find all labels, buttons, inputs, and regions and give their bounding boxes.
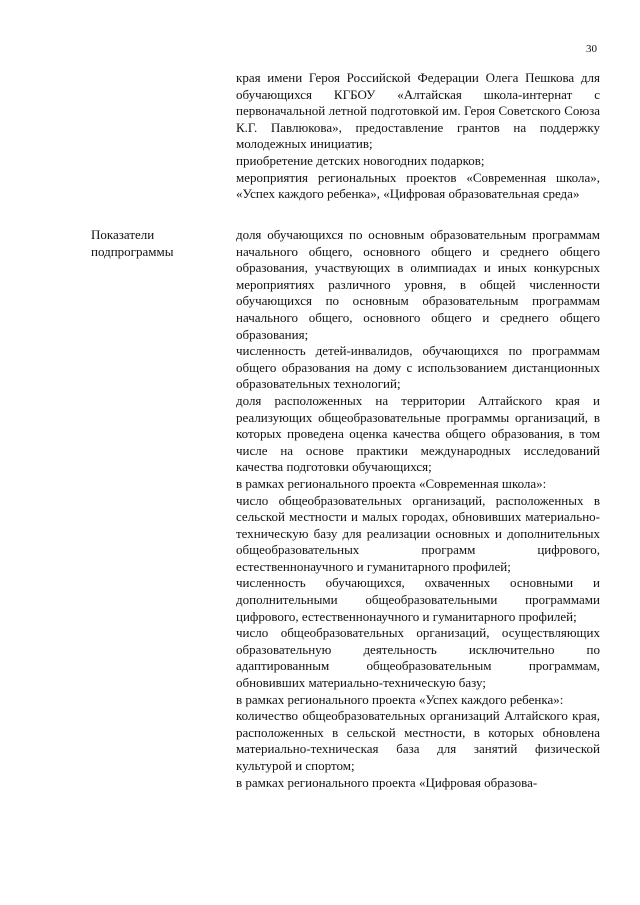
intro-paragraph: приобретение детских новогодних подарков; (236, 152, 485, 168)
intro-paragraph: мероприятия региональных проектов «Современная школа», «Успех каждого ребенка», «Цифровая образовательная среда» (236, 169, 600, 202)
indicator-paragraph: доля обучающихся по основным образовательным программам начального общего, основного общего и среднего общего образования, участвующих в олимпиадах и иных конкурсных мероприятиях различного уровня, в общей численности обучающихся по основным образовательным программам начального общего, основного общего и среднего общего образования; (236, 227, 600, 342)
indicator-paragraph: в рамках регионального проекта «Современная школа»: (236, 475, 547, 491)
intro-paragraph: края имени Героя Российской Федерации Олега Пешкова для обучающихся КГБОУ «Алтайская школа-интернат с первоначальной летной подготовкой им. Героя Советского Союза К.Г. Павлюкова», предоставление грантов на поддержку молодежных инициатив; (236, 70, 600, 152)
indicator-paragraph: в рамках регионального проекта «Цифровая образова- (236, 774, 538, 790)
indicator-paragraph: в рамках регионального проекта «Успех каждого ребенка»: (236, 691, 564, 707)
indicator-paragraph: численность обучающихся, охваченных основными и дополнительными общеобразовательными программами цифрового, естественнонаучного и гуманитарного профилей; (236, 575, 600, 624)
indicator-paragraph: количество общеобразовательных организаций Алтайского края, расположенных в сельской местности, в которых обновлена материально-техническая база для занятий физической культурой и спортом; (236, 708, 600, 773)
indicator-paragraph: число общеобразовательных организаций, расположенных в сельской местности и малых городах, обновивших материально-техническую базу для реализации основных и дополнительных общеобразовательных программ цифрового, естественнонаучного и гуманитарного профилей; (236, 492, 600, 574)
indicator-paragraph: доля расположенных на территории Алтайского края и реализующих общеобразовательные программы организаций, в которых проведена оценка качества общего образования, в том числе на основе практики международных исследований качества подготовки обучающихся; (236, 392, 600, 475)
indicator-paragraph: число общеобразовательных организаций, осуществляющих образовательную деятельность исключительно по адаптированным общеобразовательным программам, обновивших материально-техническую базу; (236, 625, 600, 691)
indicators-label: Показатели подпрограммы (91, 227, 174, 259)
intro-text-block (236, 70, 600, 203)
indicator-paragraph: численность детей-инвалидов, обучающихся по программам общего образования на дому с использованием дистанционных образовательных технологий; (236, 343, 600, 392)
page-number: 30 (586, 43, 597, 55)
indicators-text-block (236, 227, 600, 791)
